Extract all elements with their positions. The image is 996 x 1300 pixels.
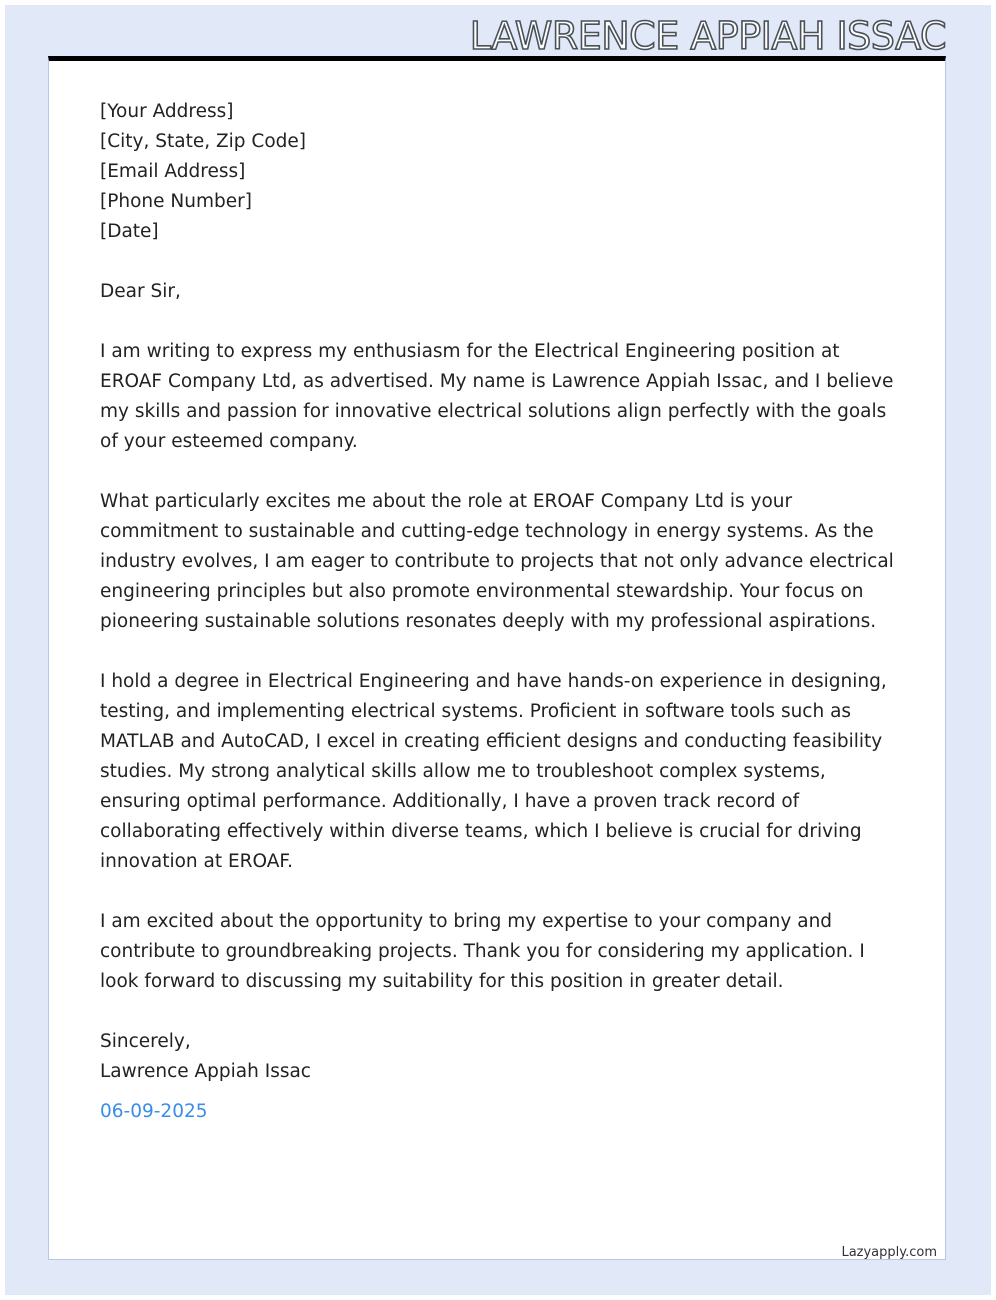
applicant-name-header: LAWRENCE APPIAH ISSAC xyxy=(469,14,946,58)
paragraph-motivation: What particularly excites me about the role at EROAF Company Ltd is your commitment to sustainable and cutting-edge technology in energy systems. As the industry evolves, I am eager to contribute to projects that not only advance electrical engineering principles but also promote environmental stewardship. Your focus on pioneering sustainable solutions resonates deeply with my professional aspirations. xyxy=(100,491,894,632)
footer-brand: Lazyapply.com xyxy=(841,1245,937,1260)
sender-block xyxy=(100,97,900,247)
salutation: Dear Sir, xyxy=(100,281,181,302)
sender-date: [Date] xyxy=(100,221,159,242)
sender-address: [Your Address] xyxy=(100,101,234,122)
paragraph-intro: I am writing to express my enthusiasm for the Electrical Engineering position at EROAF Company Ltd, as advertised. My name is Lawrence Appiah Issac, and I believe my skills and passion for innovative electrical solutions align perfectly with the goals of your esteemed company. xyxy=(100,341,894,452)
signed-date: 06-09-2025 xyxy=(100,1101,208,1122)
sender-city: [City, State, Zip Code] xyxy=(100,131,306,152)
paragraph-qualifications: I hold a degree in Electrical Engineering and have hands-on experience in designing, testing, and implementing electrical systems. Proficient in software tools such as MATLAB and AutoCAD, I excel in creating efficient designs and conducting feasibility studies. My strong analytical skills allow me to troubleshoot complex systems, ensuring optimal performance. Additionally, I have a proven track record of collaborating effectively within diverse teams, which I believe is crucial for driving innovation at EROAF. xyxy=(100,671,887,872)
signoff-block xyxy=(100,1027,900,1127)
closing: Sincerely, xyxy=(100,1031,191,1052)
paragraph-closing: I am excited about the opportunity to bring my expertise to your company and contribute to groundbreaking projects. Thank you for considering my application. I look forward to discussing my suitability for this position in greater detail. xyxy=(100,911,865,992)
sender-phone: [Phone Number] xyxy=(100,191,252,212)
sender-email: [Email Address] xyxy=(100,161,246,182)
signature-name: Lawrence Appiah Issac xyxy=(100,1061,311,1082)
cover-letter-body xyxy=(100,97,900,1127)
